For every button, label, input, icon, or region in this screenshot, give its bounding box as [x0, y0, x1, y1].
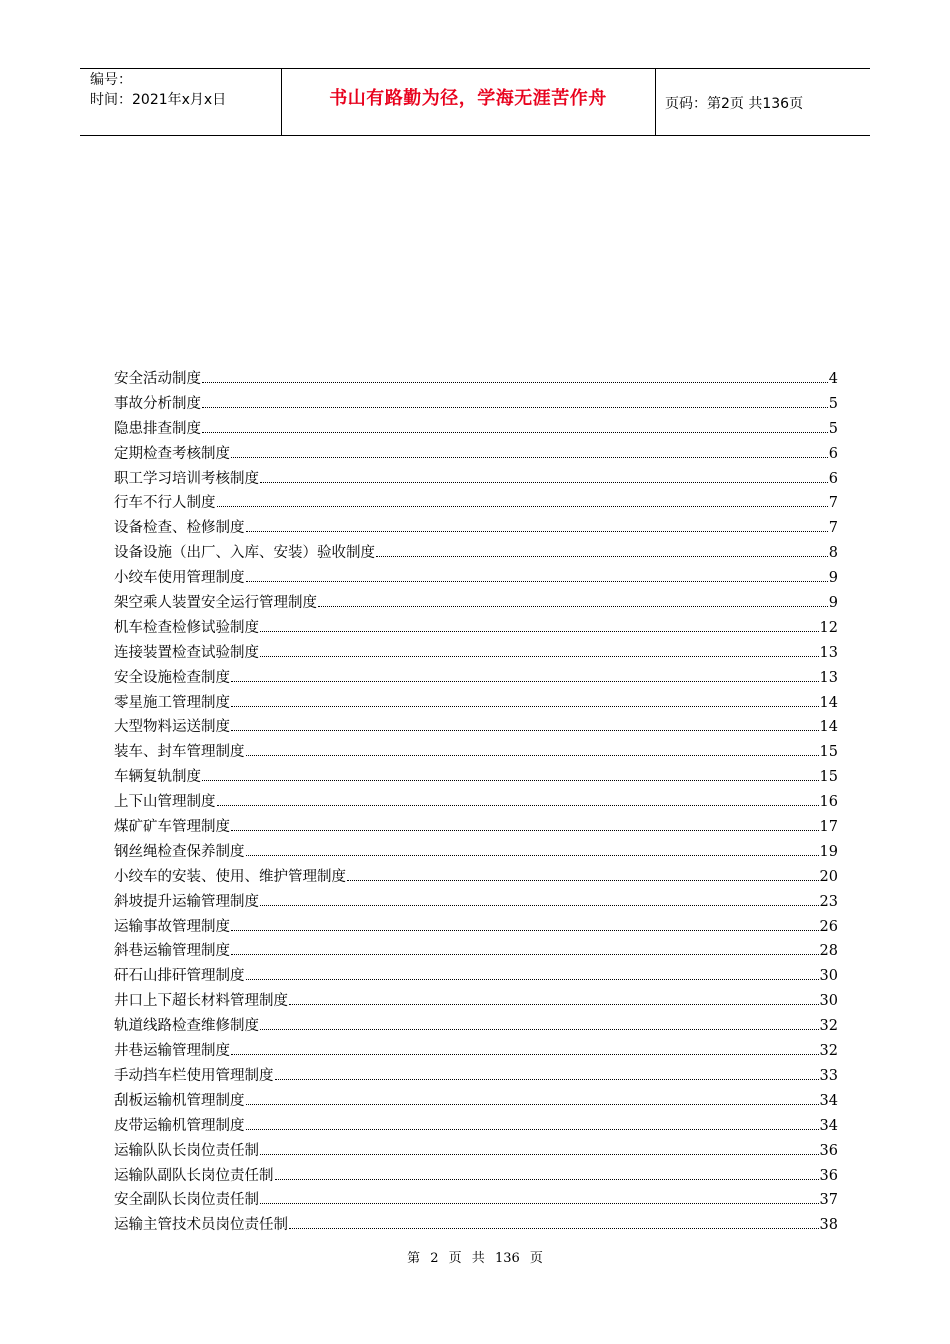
toc-entry[interactable] — [114, 790, 838, 815]
toc-entry-title: 零星施工管理制度 — [114, 694, 230, 711]
toc-entry-title: 设备检查、检修制度 — [114, 520, 245, 537]
toc-entry-page: 34 — [819, 1117, 838, 1134]
toc-entry-page: 32 — [819, 1043, 838, 1060]
toc-entry[interactable] — [114, 367, 838, 392]
toc-entry[interactable] — [114, 392, 838, 417]
toc-entry[interactable] — [114, 1089, 838, 1114]
toc-entry-title: 斜巷运输管理制度 — [114, 943, 230, 960]
toc-entry[interactable] — [114, 591, 838, 616]
toc-entry-title: 刮板运输机管理制度 — [114, 1092, 245, 1109]
toc-dot-leader — [246, 755, 819, 756]
toc-entry-title: 设备设施（出厂、入库、安装）验收制度 — [114, 545, 375, 562]
toc-entry-page: 17 — [819, 819, 838, 836]
toc-entry-page: 14 — [819, 719, 838, 736]
toc-entry-page: 32 — [819, 1018, 838, 1035]
toc-entry[interactable] — [114, 1139, 838, 1164]
toc-dot-leader — [202, 432, 828, 433]
toc-dot-leader — [246, 979, 819, 980]
toc-entry-page: 5 — [828, 420, 838, 437]
toc-entry[interactable] — [114, 989, 838, 1014]
toc-entry-page: 36 — [819, 1167, 838, 1184]
toc-entry-page: 33 — [819, 1067, 838, 1084]
toc-entry-page: 19 — [819, 843, 838, 860]
toc-entry[interactable] — [114, 1164, 838, 1189]
toc-entry-page: 5 — [828, 395, 838, 412]
toc-entry-title: 安全副队长岗位责任制 — [114, 1192, 259, 1209]
toc-entry[interactable] — [114, 566, 838, 591]
header-page-info: 页码：第2页 共136页 — [665, 96, 804, 112]
toc-dot-leader — [217, 805, 819, 806]
toc-entry-title: 轨道线路检查维修制度 — [114, 1018, 259, 1035]
toc-dot-leader — [260, 1029, 819, 1030]
toc-entry-title: 事故分析制度 — [114, 395, 201, 412]
footer-total-pages: 136 — [494, 1251, 520, 1266]
toc-entry-page: 8 — [828, 545, 838, 562]
toc-entry-title: 行车不行人制度 — [114, 495, 216, 512]
header-left-cell — [90, 70, 226, 110]
toc-dot-leader — [231, 930, 819, 931]
toc-entry[interactable] — [114, 442, 838, 467]
toc-dot-leader — [231, 706, 819, 707]
header-top-rule — [80, 68, 870, 69]
toc-entry[interactable] — [114, 1064, 838, 1089]
toc-entry-title: 皮带运输机管理制度 — [114, 1117, 245, 1134]
toc-entry-title: 运输主管技术员岗位责任制 — [114, 1217, 288, 1234]
toc-entry[interactable] — [114, 417, 838, 442]
footer-ye: 页 — [448, 1251, 462, 1266]
footer-page-number: 2 — [430, 1251, 439, 1266]
toc-entry[interactable] — [114, 740, 838, 765]
toc-dot-leader — [231, 681, 819, 682]
footer-ye-2: 页 — [529, 1251, 543, 1266]
toc-entry[interactable] — [114, 1213, 838, 1238]
toc-entry-title: 小绞车的安装、使用、维护管理制度 — [114, 868, 346, 885]
toc-entry[interactable] — [114, 516, 838, 541]
toc-entry-title: 隐患排查制度 — [114, 420, 201, 437]
toc-entry[interactable] — [114, 715, 838, 740]
toc-entry-title: 井口上下超长材料管理制度 — [114, 993, 288, 1010]
toc-entry[interactable] — [114, 1014, 838, 1039]
toc-entry-page: 36 — [819, 1142, 838, 1159]
toc-entry-title: 矸石山排矸管理制度 — [114, 968, 245, 985]
toc-dot-leader — [260, 631, 819, 632]
toc-dot-leader — [246, 1129, 819, 1130]
toc-entry[interactable] — [114, 491, 838, 516]
toc-dot-leader — [275, 1079, 819, 1080]
toc-entry-title: 机车检查检修试验制度 — [114, 619, 259, 636]
table-of-contents — [114, 367, 838, 1238]
toc-dot-leader — [246, 855, 819, 856]
toc-dot-leader — [260, 905, 819, 906]
toc-entry-title: 运输队队长岗位责任制 — [114, 1142, 259, 1159]
toc-dot-leader — [376, 556, 828, 557]
toc-dot-leader — [246, 1104, 819, 1105]
toc-entry-page: 37 — [819, 1192, 838, 1209]
header-divider-right — [655, 68, 656, 136]
toc-entry-page: 34 — [819, 1092, 838, 1109]
toc-entry-title: 连接装置检查试验制度 — [114, 644, 259, 661]
toc-entry[interactable] — [114, 964, 838, 989]
toc-dot-leader — [318, 606, 828, 607]
toc-dot-leader — [202, 407, 828, 408]
toc-entry[interactable] — [114, 541, 838, 566]
page-footer — [0, 1247, 950, 1266]
toc-entry-page: 7 — [828, 520, 838, 537]
footer-gong: 共 — [471, 1251, 485, 1266]
toc-entry[interactable] — [114, 1188, 838, 1213]
toc-entry-page: 20 — [819, 868, 838, 885]
toc-entry-page: 6 — [828, 470, 838, 487]
header-number-label: 编号： — [90, 72, 132, 88]
toc-dot-leader — [231, 954, 819, 955]
toc-dot-leader — [231, 730, 819, 731]
toc-entry-title: 井巷运输管理制度 — [114, 1043, 230, 1060]
toc-dot-leader — [289, 1228, 819, 1229]
toc-entry-page: 26 — [819, 918, 838, 935]
toc-dot-leader — [202, 780, 819, 781]
toc-entry-title: 职工学习培训考核制度 — [114, 470, 259, 487]
toc-entry-page: 38 — [819, 1217, 838, 1234]
toc-entry-title: 运输队副队长岗位责任制 — [114, 1167, 274, 1184]
toc-entry-title: 小绞车使用管理制度 — [114, 570, 245, 587]
footer-di: 第 — [407, 1251, 421, 1266]
toc-entry-page: 13 — [819, 644, 838, 661]
toc-entry[interactable] — [114, 691, 838, 716]
toc-entry-title: 手动挡车栏使用管理制度 — [114, 1067, 274, 1084]
toc-entry-title: 装车、封车管理制度 — [114, 744, 245, 761]
toc-entry-page: 30 — [819, 968, 838, 985]
toc-entry[interactable] — [114, 1039, 838, 1064]
toc-entry-page: 15 — [819, 769, 838, 786]
toc-dot-leader — [231, 457, 828, 458]
toc-entry-page: 7 — [828, 495, 838, 512]
toc-entry[interactable] — [114, 865, 838, 890]
toc-entry[interactable] — [114, 939, 838, 964]
header-motto: 书山有路勤为径，学海无涯苦作舟 — [329, 88, 607, 109]
header-bottom-rule — [80, 135, 870, 136]
toc-entry[interactable] — [114, 890, 838, 915]
toc-dot-leader — [260, 656, 819, 657]
toc-entry-page: 12 — [819, 619, 838, 636]
toc-dot-leader — [246, 531, 828, 532]
toc-entry-page: 14 — [819, 694, 838, 711]
toc-entry-page: 15 — [819, 744, 838, 761]
toc-entry-page: 16 — [819, 794, 838, 811]
toc-entry-page: 28 — [819, 943, 838, 960]
toc-entry-title: 车辆复轨制度 — [114, 769, 201, 786]
toc-dot-leader — [275, 1179, 819, 1180]
toc-entry[interactable] — [114, 840, 838, 865]
toc-entry-title: 斜坡提升运输管理制度 — [114, 893, 259, 910]
toc-entry[interactable] — [114, 641, 838, 666]
toc-entry-title: 安全设施检查制度 — [114, 669, 230, 686]
toc-dot-leader — [289, 1004, 819, 1005]
toc-entry-title: 定期检查考核制度 — [114, 445, 230, 462]
toc-dot-leader — [347, 880, 819, 881]
toc-entry[interactable] — [114, 616, 838, 641]
toc-entry[interactable] — [114, 915, 838, 940]
toc-entry-page: 13 — [819, 669, 838, 686]
toc-entry-title: 煤矿矿车管理制度 — [114, 819, 230, 836]
toc-entry-page: 30 — [819, 993, 838, 1010]
toc-entry[interactable] — [114, 1114, 838, 1139]
toc-dot-leader — [202, 382, 828, 383]
toc-dot-leader — [231, 830, 819, 831]
toc-entry-page: 9 — [828, 570, 838, 587]
header-time-label: 时间：2021年x月x日 — [90, 92, 227, 108]
toc-entry-title: 安全活动制度 — [114, 371, 201, 387]
toc-dot-leader — [246, 581, 828, 582]
toc-entry-title: 架空乘人装置安全运行管理制度 — [114, 595, 317, 612]
toc-dot-leader — [260, 1203, 819, 1204]
toc-dot-leader — [260, 1154, 819, 1155]
toc-entry[interactable] — [114, 467, 838, 492]
toc-entry-page: 6 — [828, 445, 838, 462]
toc-dot-leader — [231, 1054, 819, 1055]
toc-dot-leader — [260, 482, 828, 483]
toc-entry[interactable] — [114, 815, 838, 840]
toc-entry-page: 23 — [819, 893, 838, 910]
toc-entry-title: 上下山管理制度 — [114, 794, 216, 811]
toc-entry-page: 4 — [828, 371, 838, 387]
toc-entry-title: 钢丝绳检查保养制度 — [114, 843, 245, 860]
toc-entry-title: 大型物料运送制度 — [114, 719, 230, 736]
toc-entry[interactable] — [114, 666, 838, 691]
toc-entry[interactable] — [114, 765, 838, 790]
toc-entry-title: 运输事故管理制度 — [114, 918, 230, 935]
toc-entry-page: 9 — [828, 595, 838, 612]
toc-dot-leader — [217, 506, 828, 507]
